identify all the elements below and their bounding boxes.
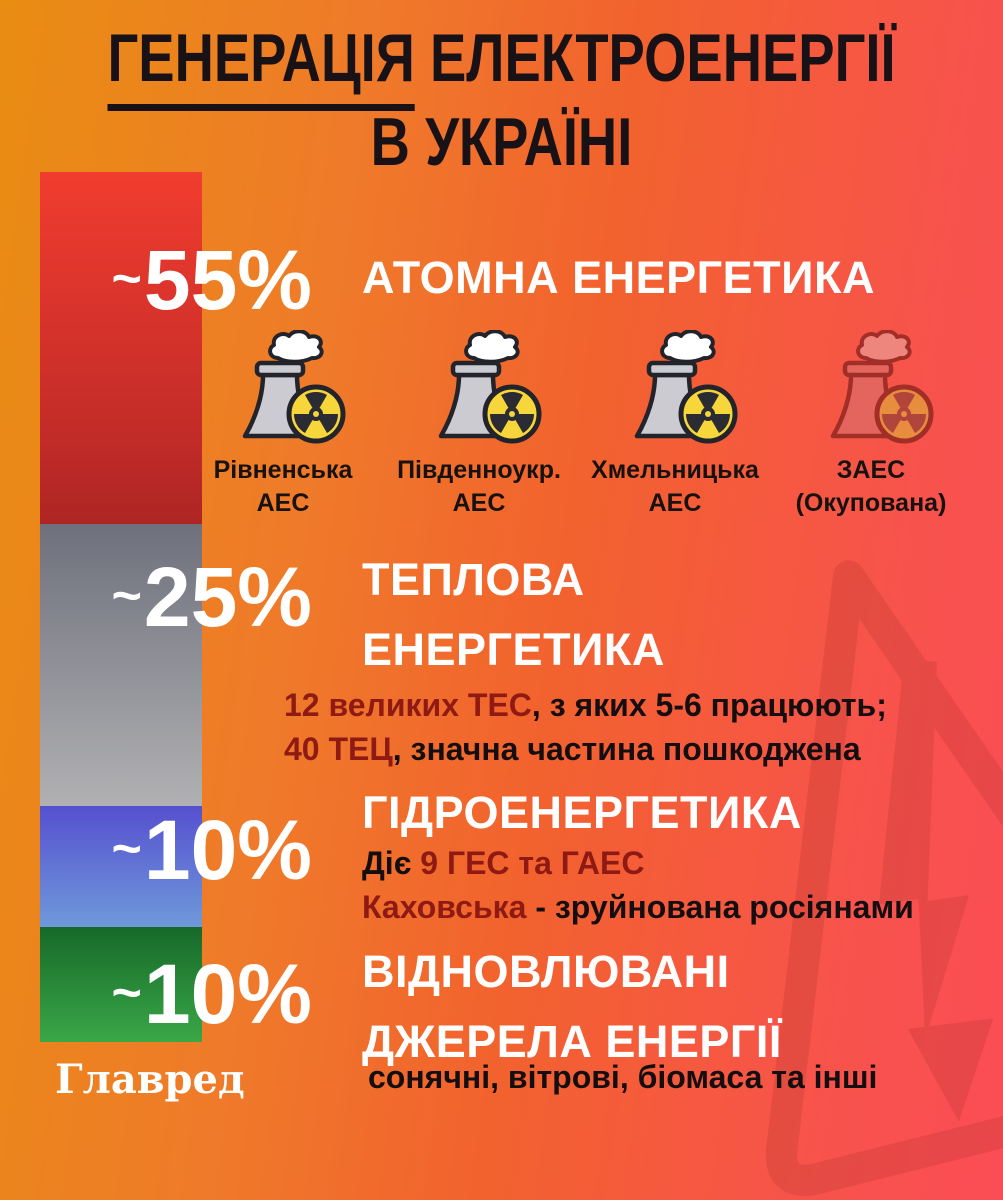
nuclear-plant-icon (233, 330, 347, 448)
detail-line (368, 1056, 877, 1100)
plain-text: Діє (362, 845, 421, 881)
plain-text: , з яких 5-6 працюють; (531, 687, 887, 723)
highlighted-text: 12 великих ТЕС (284, 687, 532, 723)
section-heading-hydro: ГІДРОЕНЕРГЕТИКА (362, 787, 802, 838)
section-heading-renewables: ВІДНОВЛЮВАНІ ДЖЕРЕЛА ЕНЕРГІЇ (362, 946, 782, 1067)
detail-line (362, 842, 914, 886)
title-word-underlined: ГЕНЕРАЦІЯ (107, 20, 414, 111)
title-line-2: В УКРАЇНІ (370, 104, 633, 180)
section-heading-thermal: ТЕПЛОВА ЕНЕРГЕТИКА (362, 554, 665, 675)
nuclear-plant-item (776, 330, 966, 520)
page-title (0, 20, 1003, 180)
detail-line (284, 728, 887, 772)
plant-label: Південноукр. АЕС (397, 456, 561, 517)
renewables-details (368, 1056, 877, 1100)
plant-label: Хмельницька АЕС (591, 456, 759, 517)
nuclear-plant-icon (625, 330, 739, 448)
nuclear-plants-row (188, 330, 966, 520)
highlighted-text: Каховська (362, 888, 527, 925)
plain-text: сонячні, вітрові, біомаса та інші (368, 1059, 878, 1095)
percent-label-renewables: ~10% (111, 947, 312, 1041)
section-heading-nuclear: АТОМНА ЕНЕРГЕТИКА (362, 252, 875, 303)
percent-label-thermal: ~25% (111, 550, 312, 644)
nuclear-plant-icon (821, 330, 935, 448)
title-word-rest: ЕЛЕКТРОЕНЕРГІЇ (430, 20, 896, 96)
detail-line (284, 684, 887, 728)
hydro-details (362, 842, 914, 929)
percent-label-hydro: ~10% (111, 803, 312, 897)
plain-text: , значна частина пошкоджена (392, 730, 861, 767)
nuclear-plant-icon (429, 330, 543, 448)
thermal-details (284, 684, 887, 771)
nuclear-plant-item (188, 330, 378, 520)
nuclear-plant-item (384, 330, 574, 520)
percent-label-nuclear: ~55% (111, 233, 312, 327)
title-line-1 (100, 20, 902, 96)
source-brand: Главред (55, 1056, 245, 1103)
plant-label: Рівненська АЕС (213, 456, 353, 517)
detail-line (362, 886, 914, 930)
plain-text: - зруйнована росіянами (526, 888, 914, 925)
nuclear-plant-item (580, 330, 770, 520)
bar-segment-nuclear (40, 172, 202, 524)
plant-label: ЗАЕС (Окупована) (795, 456, 947, 517)
highlighted-text: 40 ТЕЦ (284, 730, 393, 767)
highlighted-text: 9 ГЕС та ГАЕС (420, 845, 645, 881)
